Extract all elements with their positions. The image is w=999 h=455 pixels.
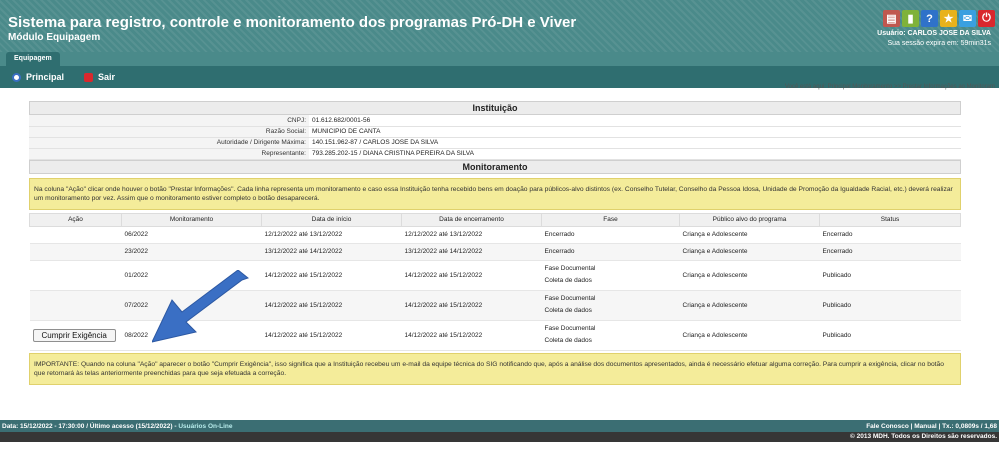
table-row [30,226,961,243]
menu-item-sair[interactable] [84,72,115,82]
app-subtitle: Módulo Equipagem [8,32,101,43]
fase-line: Coleta de dados [544,307,592,314]
col-publico: Público alvo do programa [680,213,820,226]
inicio-cell: 13/12/2022 até 14/12/2022 [262,243,402,260]
footer-copyright-bar [0,432,999,442]
col-acao: Ação [30,213,122,226]
info-label: Autoridade / Dirigente Máxima: [29,137,309,148]
fase-line: Coleta de dados [544,277,592,284]
info-row [29,126,961,137]
info-label: Representante: [29,148,309,159]
publico-cell: Criança e Adolescente [680,226,820,243]
encerramento-cell: 14/12/2022 até 15/12/2022 [402,260,542,290]
menu-item-sair-label: Sair [98,72,116,82]
col-fase: Fase [542,213,680,226]
table-row [30,290,961,320]
status-cell: Encerrado [820,226,961,243]
tab-equipagem[interactable]: Equipagem [6,52,60,66]
info-label: CNPJ: [29,115,309,126]
status-cell: Publicado [820,260,961,290]
id-card-icon[interactable]: ▤ [883,10,900,27]
copyright: © 2013 MDH. Todos os Direitos são reservados. [850,433,997,440]
info-value: 01.612.682/0001-56 [309,115,961,126]
mail-icon[interactable]: ✉ [959,10,976,27]
encerramento-cell: 12/12/2022 até 13/12/2022 [402,226,542,243]
power-icon[interactable]: ⏻ [978,10,995,27]
fase-cell [542,260,680,290]
monitoramento-title: Monitoramento [29,160,961,174]
status-cell: Publicado [820,320,961,350]
col-data-encerramento: Data de encerramento [402,213,542,226]
acao-cell [30,290,122,320]
tab-strip [0,52,999,66]
footer-date: Data: 15/12/2022 - 17:30:00 / Último acesso (15/12/2022) - [2,423,179,430]
instruction-notice: Na coluna "Ação" clicar onde houver o botão "Prestar Informações". Cada linha representa um monitoramento e caso essa Instituição tenha recebido bens em doação para públicos-alvo distintos (ex. Conselho Tutelar, Conselho da Pessoa Idosa, Unidade de Promoção da Igualdade Racial, etc.) deverá realizar um monitoramento por vez. Assim que o monitoramento estiver completo o botão desaparecerá. [29,178,961,210]
col-monitoramento: Monitoramento [122,213,262,226]
col-status: Status [820,213,961,226]
info-row [29,115,961,126]
table-row [30,320,961,350]
monitoramento-table [29,213,961,351]
publico-cell: Criança e Adolescente [680,243,820,260]
acao-cell [30,226,122,243]
star-icon[interactable]: ★ [940,10,957,27]
fase-cell [542,320,680,350]
inicio-cell: 12/12/2022 até 13/12/2022 [262,226,402,243]
instituicao-title: Instituição [29,101,961,115]
main-content [29,101,961,385]
breadcrumb: Você está aqui: Principal Monitoramento >> Prestar Informações ao Monitoram [784,84,995,90]
fase-cell [542,290,680,320]
status-cell: Publicado [820,290,961,320]
status-cell: Encerrado [820,243,961,260]
acao-cell [30,260,122,290]
cumprir-exigencia-button[interactable]: Cumprir Exigência [33,329,116,342]
app-title: Sistema para registro, controle e monitoramento dos programas Pró-DH e Viver [8,14,577,31]
table-row [30,243,961,260]
user-info: Usuário: CARLOS JOSE DA SILVA [877,30,991,37]
monitoramento-cell: 08/2022 [122,320,262,350]
encerramento-cell: 13/12/2022 até 14/12/2022 [402,243,542,260]
inicio-cell: 14/12/2022 até 15/12/2022 [262,320,402,350]
session-timer: Sua sessão expira em: 59min31s [887,40,991,47]
monitoramento-cell: 07/2022 [122,290,262,320]
help-icon[interactable]: ? [921,10,938,27]
online-users-link[interactable]: Usuários On-Line [178,423,233,430]
fase-cell [542,243,680,260]
fase-line: Encerrado [544,247,575,255]
fase-line: Fase Documental [544,295,596,302]
publico-cell: Criança e Adolescente [680,260,820,290]
menu-item-principal[interactable] [12,72,64,82]
acao-cell [30,320,122,350]
fase-line: Fase Documental [544,325,596,332]
encerramento-cell: 14/12/2022 até 15/12/2022 [402,320,542,350]
shield-icon [12,73,21,82]
encerramento-cell: 14/12/2022 até 15/12/2022 [402,290,542,320]
document-icon[interactable]: ▮ [902,10,919,27]
info-value: MUNICIPIO DE CANTA [309,126,961,137]
fase-line: Fase Documental [544,265,596,272]
info-value: 140.151.962-87 / CARLOS JOSE DA SILVA [309,137,961,148]
info-row [29,148,961,159]
footer-links[interactable]: Fale Conosco | Manual | Tx.: 0,0809s / 1,68 [866,423,997,430]
toolbar [883,10,995,27]
publico-cell: Criança e Adolescente [680,290,820,320]
table-header-row [30,213,961,226]
monitoramento-cell: 06/2022 [122,226,262,243]
table-row [30,260,961,290]
fase-cell [542,226,680,243]
app-header [0,0,999,52]
footer-status [2,423,233,430]
inicio-cell: 14/12/2022 até 15/12/2022 [262,260,402,290]
publico-cell: Criança e Adolescente [680,320,820,350]
exit-icon [84,73,93,82]
instituicao-table [29,115,961,160]
info-value: 793.285.202-15 / DIANA CRISTINA PEREIRA DA SILVA [309,148,961,159]
inicio-cell: 14/12/2022 até 15/12/2022 [262,290,402,320]
fase-line: Encerrado [544,230,575,238]
col-data-inicio: Data de início [262,213,402,226]
acao-cell [30,243,122,260]
fase-line: Coleta de dados [544,337,592,344]
important-notice: IMPORTANTE: Quando na coluna "Ação" aparecer o botão "Cumprir Exigência", isso significa que a Instituição recebeu um e-mail da equipe técnica do SIG notificando que, após a análise dos documentos apresentados, ainda é necessário efetuar alguma correção. Para cumprir a exigência, clicar no botão que retornará às telas anteriormente preenchidas para que seja efetuada a correção. [29,353,961,385]
info-row [29,137,961,148]
info-label: Razão Social: [29,126,309,137]
monitoramento-cell: 01/2022 [122,260,262,290]
monitoramento-cell: 23/2022 [122,243,262,260]
menu-item-principal-label: Principal [26,72,65,82]
